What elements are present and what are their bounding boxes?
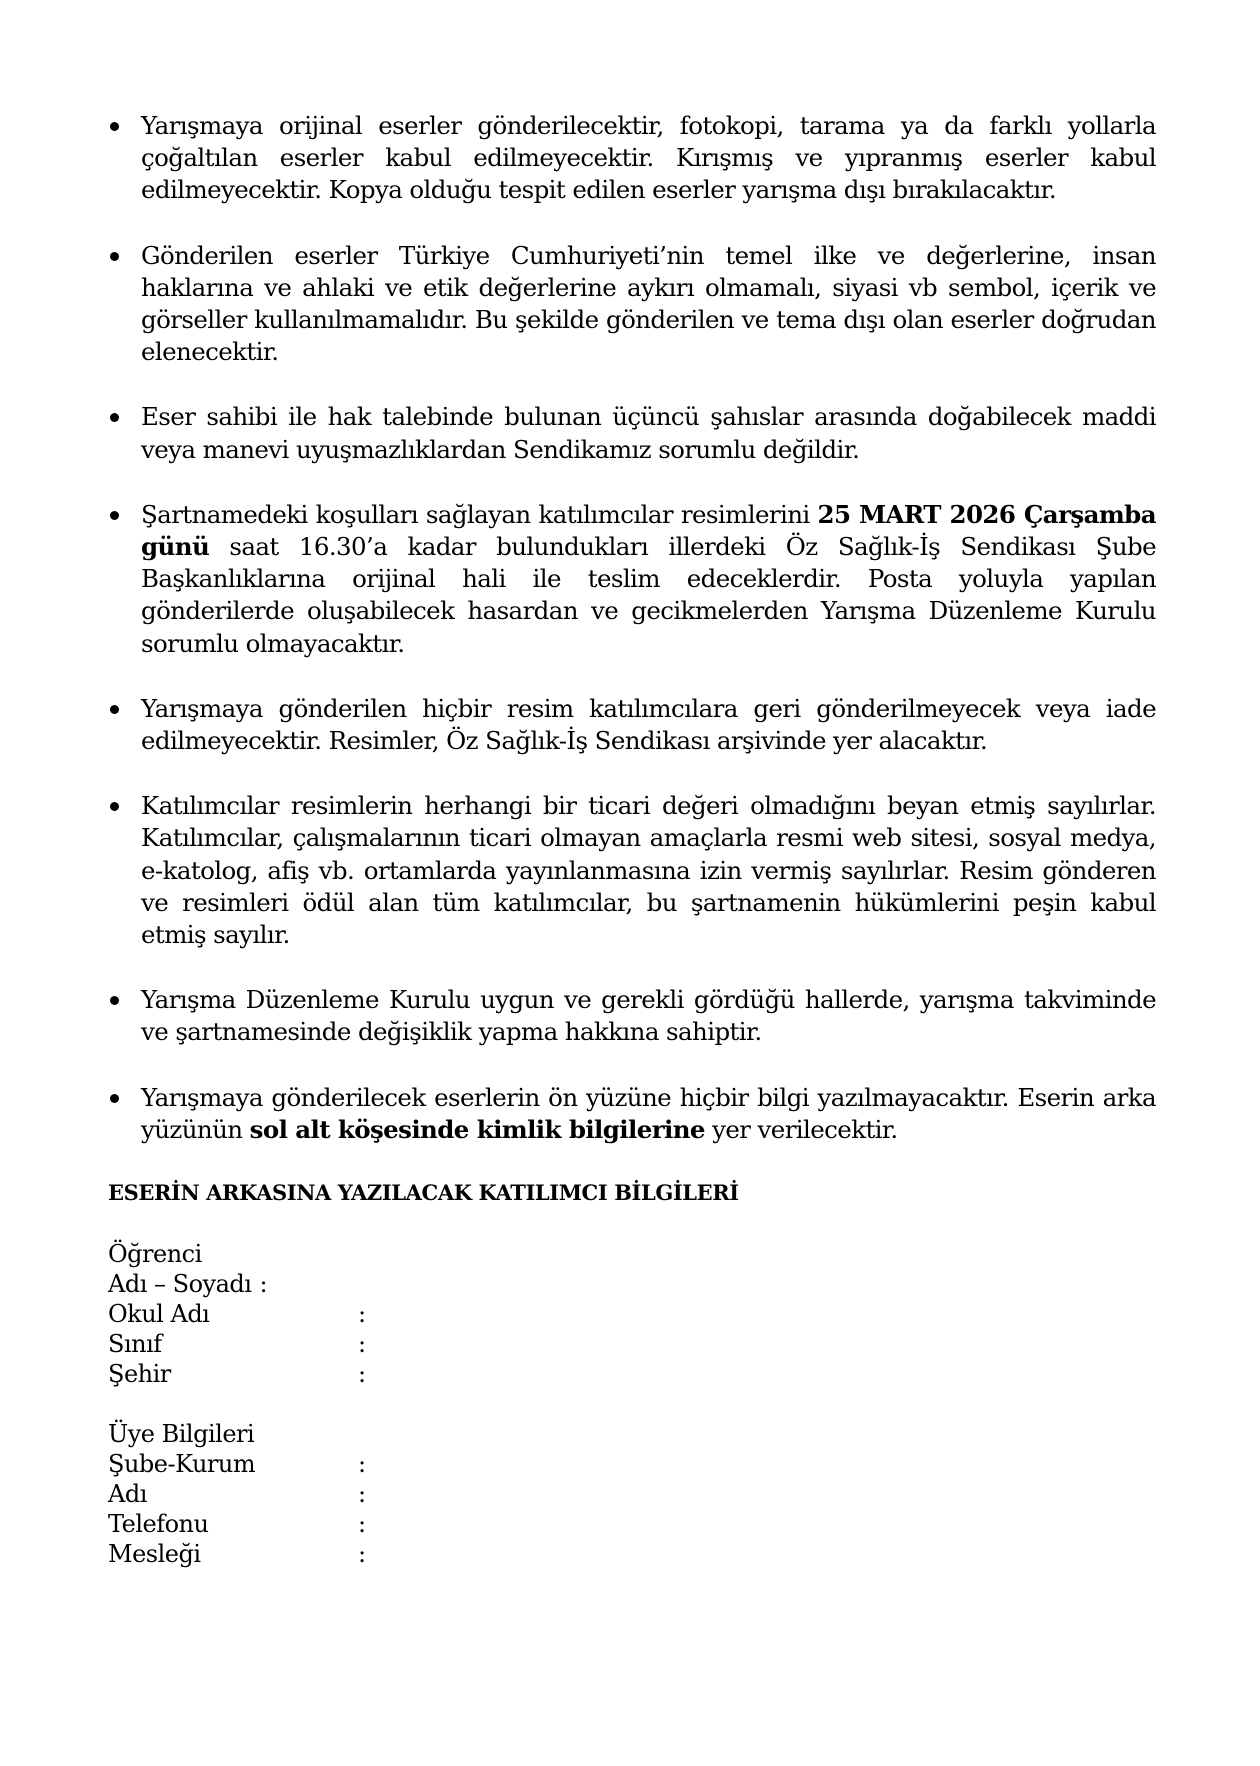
rule-item [108,790,1156,951]
bullet-icon [110,705,119,714]
rule-item [108,1082,1156,1146]
text-run: saat 16.30’a kadar bulundukları illerdeki Öz Sağlık-İş Sendikası Şube Başkanlıklarına orijinal hali ile teslim edeceklerdir. Posta yoluyla yapılan gönderilerde oluşabilecek hasardan ve gecikmelerden Yarışma Düzenleme Kurulu sorumlu olmayacaktır. [141,532,1156,658]
field-label: Okul Adı [108,1300,210,1329]
text-run: Gönderilen eserler Türkiye Cumhuriyeti’nin temel ilke ve değerlerine, insan haklarına ve ahlaki ve etik değerlerine aykırı olmamalı, siyasi vb sembol, içerik ve görseller kullanılmamalıdır. Bu şekilde gönderilen ve tema dışı olan eserler doğrudan elenecektir. [141,240,1156,367]
field-colon: : [358,1450,366,1479]
rule-text [141,111,1156,204]
rule-text [141,500,1156,658]
field-label: Sınıf [108,1330,162,1359]
bullet-icon [110,252,119,261]
field-colon: : [358,1480,366,1509]
rule-text [141,791,1156,949]
rules-list [108,110,1156,1146]
student-info-title: Öğrenci [108,1240,202,1269]
rule-text [141,402,1156,463]
rule-item [108,401,1156,465]
rule-text [141,1083,1156,1144]
field-colon: : [358,1360,366,1389]
field-colon: : [358,1540,366,1569]
bullet-icon [110,511,119,520]
document-page [108,110,1156,1599]
text-run: Yarışmaya orijinal eserler gönderilecektir, fotokopi, tarama ya da farklı yollarla çoğaltılan eserler kabul edilmeyecektir. Kırışmış ve yıpranmış eserler kabul edilmeyecektir. Kopya olduğu tespit edilen eserler yarışma dışı bırakılacaktır. [141,111,1156,205]
rule-item [108,110,1156,207]
bullet-icon [110,996,119,1005]
field-label: Adı [108,1480,147,1509]
rule-item [108,984,1156,1048]
form-field-member-name [108,1479,1156,1509]
text-run: Yarışmaya gönderilen hiçbir resim katılımcılara geri gönderilmeyecek veya iade edilmeyecektir. Resimler, Öz Sağlık-İş Sendikası arşivinde yer alacaktır. [141,693,1156,756]
form-field-school-name [108,1299,1156,1329]
bold-text: sol alt köşesinde kimlik bilgilerine [249,1114,705,1144]
form-field-phone [108,1509,1156,1539]
field-label: Mesleği [108,1540,201,1569]
member-info-form [108,1419,1156,1569]
field-colon: : [358,1330,366,1359]
field-colon: : [358,1510,366,1539]
field-label: Şehir [108,1360,171,1389]
bullet-icon [110,122,119,131]
text-run: Şartnamedeki koşulları sağlayan katılımcılar resimlerini [141,499,818,529]
form-field-class [108,1329,1156,1359]
rule-item [108,693,1156,757]
field-colon: : [358,1300,366,1329]
bullet-icon [110,1094,119,1103]
form-field-profession [108,1539,1156,1569]
bold-text: 25 MART 2026 Çarşamba günü [141,499,1156,562]
section-heading: ESERİN ARKASINA YAZILACAK KATILIMCI BİLGİLERİ [108,1180,739,1206]
text-run: Eser sahibi ile hak talebinde bulunan üçüncü şahıslar arasında doğabilecek maddi veya manevi uyuşmazlıklardan Sendikamız sorumlu değildir. [141,402,1156,464]
form-field-city [108,1359,1156,1389]
rule-text [141,241,1156,367]
field-label: Şube-Kurum [108,1450,256,1479]
form-field-name-surname [108,1269,1156,1299]
rule-text [141,985,1156,1046]
rule-text [141,694,1156,755]
rule-item [108,240,1156,369]
text-run: yer verilecektir. [704,1114,898,1144]
text-run: Katılımcılar resimlerin herhangi bir ticari değeri olmadığını beyan etmiş sayılırlar. Katılımcılar, çalışmalarının ticari olmayan amaçlarla resmi web sitesi, sosyal medya, e-katolog, afiş vb. ortamlarda yayınlanmasına izin vermiş sayılırlar. Resim gönderen ve resimleri ödül alan tüm katılımcılar, bu şartnamenin hükümlerini peşin kabul etmiş sayılır. [141,791,1156,950]
bullet-icon [110,802,119,811]
member-info-title: Üye Bilgileri [108,1420,255,1449]
text-run: Yarışma Düzenleme Kurulu uygun ve gerekli gördüğü hallerde, yarışma takviminde ve şartnamesinde değişiklik yapma hakkına sahiptir. [141,985,1156,1047]
bullet-icon [110,413,119,422]
field-label: Adı – Soyadı [108,1270,252,1299]
form-field-branch [108,1449,1156,1479]
student-info-form [108,1239,1156,1389]
text-run: Yarışmaya gönderilecek eserlerin ön yüzüne hiçbir bilgi yazılmayacaktır. Eserin arka yüzünün [141,1082,1156,1144]
rule-item [108,499,1156,660]
field-colon: : [259,1270,268,1299]
field-label: Telefonu [108,1510,209,1539]
